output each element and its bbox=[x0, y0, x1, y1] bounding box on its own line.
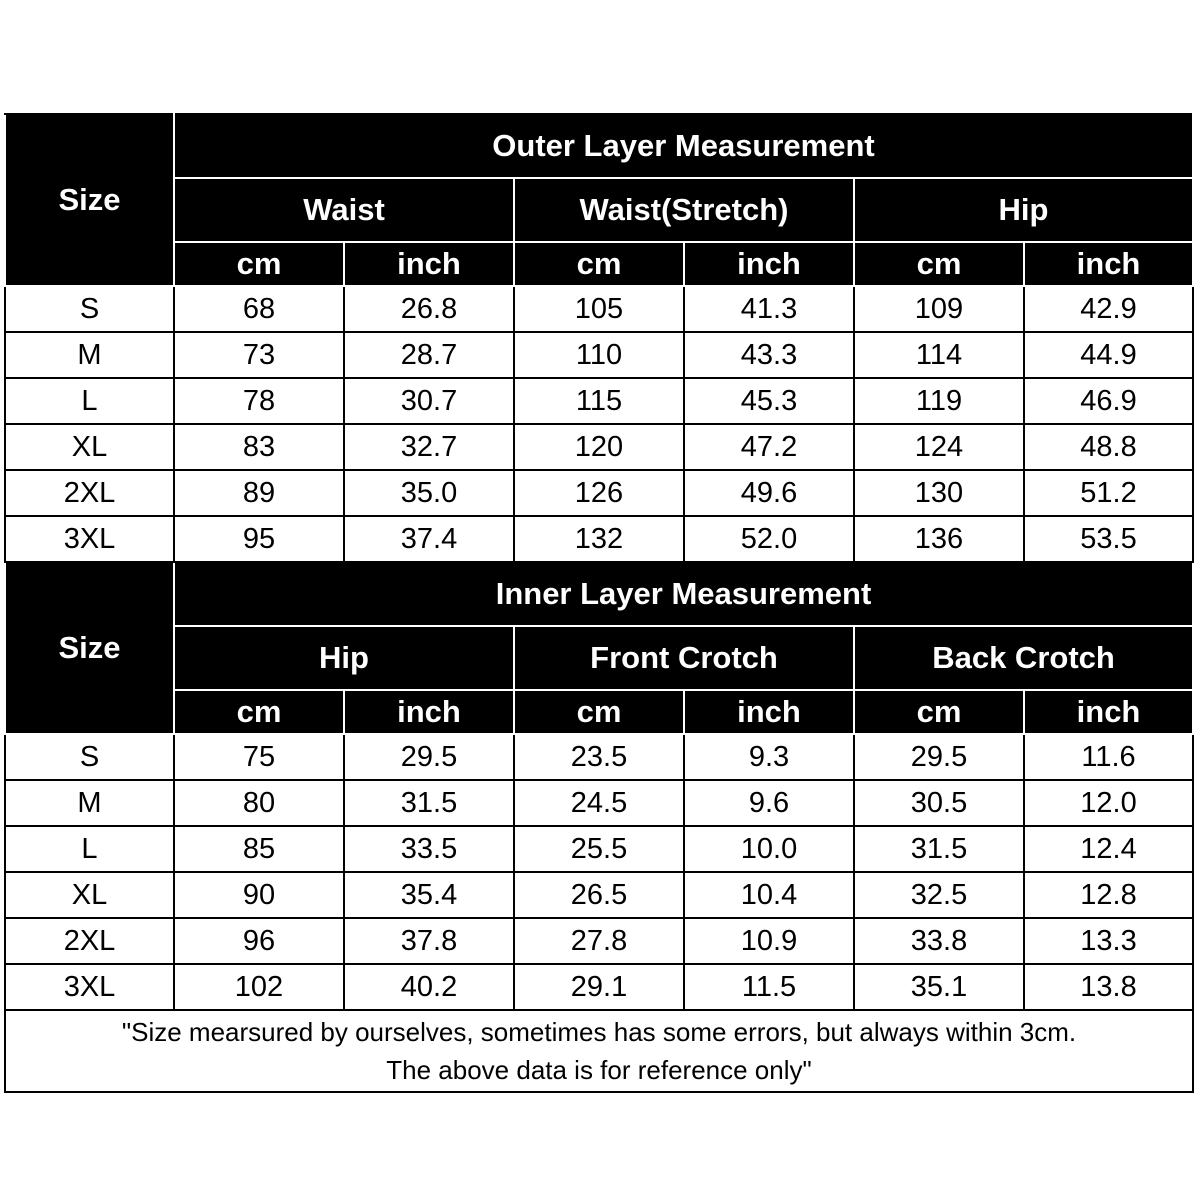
table-row bbox=[5, 872, 1193, 918]
measurement-cell: 29.1 bbox=[514, 964, 684, 1010]
inner-size-header: Size bbox=[5, 562, 174, 734]
measurement-cell: 53.5 bbox=[1024, 516, 1193, 562]
measurement-cell: 25.5 bbox=[514, 826, 684, 872]
table-row bbox=[5, 470, 1193, 516]
outer-unit-header: cm bbox=[174, 242, 344, 286]
measurement-cell: 105 bbox=[514, 286, 684, 332]
outer-unit-header: inch bbox=[1024, 242, 1193, 286]
measurement-cell: 30.7 bbox=[344, 378, 514, 424]
measurement-cell: 29.5 bbox=[854, 734, 1024, 780]
outer-group-header: Waist bbox=[174, 178, 514, 242]
table-row bbox=[5, 780, 1193, 826]
size-cell: M bbox=[5, 780, 174, 826]
measurement-cell: 40.2 bbox=[344, 964, 514, 1010]
size-cell: L bbox=[5, 378, 174, 424]
measurement-cell: 43.3 bbox=[684, 332, 854, 378]
measurement-cell: 24.5 bbox=[514, 780, 684, 826]
measurement-cell: 110 bbox=[514, 332, 684, 378]
measurement-cell: 96 bbox=[174, 918, 344, 964]
inner-unit-header: cm bbox=[514, 690, 684, 734]
inner-group-row bbox=[5, 626, 1193, 690]
measurement-cell: 30.5 bbox=[854, 780, 1024, 826]
inner-unit-header: inch bbox=[344, 690, 514, 734]
measurement-cell: 78 bbox=[174, 378, 344, 424]
measurement-cell: 73 bbox=[174, 332, 344, 378]
size-cell: 2XL bbox=[5, 470, 174, 516]
measurement-cell: 26.5 bbox=[514, 872, 684, 918]
measurement-cell: 13.8 bbox=[1024, 964, 1193, 1010]
measurement-cell: 33.5 bbox=[344, 826, 514, 872]
measurement-cell: 35.4 bbox=[344, 872, 514, 918]
measurement-cell: 89 bbox=[174, 470, 344, 516]
measurement-cell: 11.6 bbox=[1024, 734, 1193, 780]
inner-group-header: Back Crotch bbox=[854, 626, 1193, 690]
measurement-cell: 120 bbox=[514, 424, 684, 470]
size-cell: L bbox=[5, 826, 174, 872]
measurement-cell: 95 bbox=[174, 516, 344, 562]
measurement-cell: 45.3 bbox=[684, 378, 854, 424]
measurement-cell: 132 bbox=[514, 516, 684, 562]
measurement-cell: 12.0 bbox=[1024, 780, 1193, 826]
size-cell: S bbox=[5, 734, 174, 780]
inner-unit-header: cm bbox=[854, 690, 1024, 734]
measurement-cell: 85 bbox=[174, 826, 344, 872]
measurement-cell: 26.8 bbox=[344, 286, 514, 332]
size-chart-table bbox=[4, 113, 1194, 1093]
inner-unit-row bbox=[5, 690, 1193, 734]
table-row bbox=[5, 964, 1193, 1010]
measurement-cell: 130 bbox=[854, 470, 1024, 516]
measurement-cell: 29.5 bbox=[344, 734, 514, 780]
table-row bbox=[5, 424, 1193, 470]
inner-section-title: Inner Layer Measurement bbox=[174, 562, 1193, 626]
inner-group-header: Front Crotch bbox=[514, 626, 854, 690]
measurement-cell: 102 bbox=[174, 964, 344, 1010]
outer-unit-row bbox=[5, 242, 1193, 286]
size-cell: 3XL bbox=[5, 964, 174, 1010]
size-cell: XL bbox=[5, 424, 174, 470]
measurement-cell: 124 bbox=[854, 424, 1024, 470]
size-cell: XL bbox=[5, 872, 174, 918]
measurement-cell: 35.0 bbox=[344, 470, 514, 516]
inner-group-header: Hip bbox=[174, 626, 514, 690]
measurement-cell: 49.6 bbox=[684, 470, 854, 516]
measurement-cell: 51.2 bbox=[1024, 470, 1193, 516]
measurement-cell: 35.1 bbox=[854, 964, 1024, 1010]
measurement-cell: 32.7 bbox=[344, 424, 514, 470]
outer-unit-header: cm bbox=[854, 242, 1024, 286]
table-row bbox=[5, 286, 1193, 332]
measurement-cell: 10.4 bbox=[684, 872, 854, 918]
measurement-cell: 47.2 bbox=[684, 424, 854, 470]
size-chart bbox=[4, 113, 1192, 1093]
measurement-cell: 41.3 bbox=[684, 286, 854, 332]
measurement-cell: 11.5 bbox=[684, 964, 854, 1010]
measurement-cell: 33.8 bbox=[854, 918, 1024, 964]
measurement-cell: 42.9 bbox=[1024, 286, 1193, 332]
disclaimer-line-1: "Size mearsured by ourselves, sometimes has some errors, but always within 3cm. bbox=[121, 1017, 1077, 1047]
inner-title-row bbox=[5, 562, 1193, 626]
measurement-cell: 109 bbox=[854, 286, 1024, 332]
measurement-cell: 37.8 bbox=[344, 918, 514, 964]
measurement-cell: 12.8 bbox=[1024, 872, 1193, 918]
size-cell: 2XL bbox=[5, 918, 174, 964]
size-chart-body bbox=[5, 114, 1193, 1092]
outer-group-header: Hip bbox=[854, 178, 1193, 242]
measurement-cell: 46.9 bbox=[1024, 378, 1193, 424]
measurement-cell: 13.3 bbox=[1024, 918, 1193, 964]
measurement-cell: 115 bbox=[514, 378, 684, 424]
measurement-cell: 9.6 bbox=[684, 780, 854, 826]
measurement-cell: 28.7 bbox=[344, 332, 514, 378]
measurement-cell: 114 bbox=[854, 332, 1024, 378]
size-cell: 3XL bbox=[5, 516, 174, 562]
outer-group-row bbox=[5, 178, 1193, 242]
outer-unit-header: cm bbox=[514, 242, 684, 286]
inner-unit-header: cm bbox=[174, 690, 344, 734]
measurement-cell: 12.4 bbox=[1024, 826, 1193, 872]
measurement-cell: 10.9 bbox=[684, 918, 854, 964]
disclaimer-line-2: The above data is for reference only" bbox=[386, 1055, 812, 1085]
outer-unit-header: inch bbox=[684, 242, 854, 286]
measurement-cell: 10.0 bbox=[684, 826, 854, 872]
inner-unit-header: inch bbox=[1024, 690, 1193, 734]
outer-title-row bbox=[5, 114, 1193, 178]
measurement-cell: 52.0 bbox=[684, 516, 854, 562]
measurement-cell: 48.8 bbox=[1024, 424, 1193, 470]
table-row bbox=[5, 516, 1193, 562]
measurement-cell: 75 bbox=[174, 734, 344, 780]
measurement-cell: 31.5 bbox=[854, 826, 1024, 872]
measurement-cell: 83 bbox=[174, 424, 344, 470]
measurement-cell: 126 bbox=[514, 470, 684, 516]
inner-unit-header: inch bbox=[684, 690, 854, 734]
size-cell: M bbox=[5, 332, 174, 378]
measurement-cell: 80 bbox=[174, 780, 344, 826]
measurement-cell: 136 bbox=[854, 516, 1024, 562]
measurement-cell: 32.5 bbox=[854, 872, 1024, 918]
measurement-cell: 68 bbox=[174, 286, 344, 332]
note-row bbox=[5, 1010, 1193, 1092]
outer-section-title: Outer Layer Measurement bbox=[174, 114, 1193, 178]
measurement-cell: 119 bbox=[854, 378, 1024, 424]
table-row bbox=[5, 332, 1193, 378]
measurement-cell: 31.5 bbox=[344, 780, 514, 826]
table-row bbox=[5, 734, 1193, 780]
outer-group-header: Waist(Stretch) bbox=[514, 178, 854, 242]
table-row bbox=[5, 826, 1193, 872]
size-cell: S bbox=[5, 286, 174, 332]
measurement-cell: 37.4 bbox=[344, 516, 514, 562]
disclaimer-note bbox=[5, 1010, 1193, 1092]
measurement-cell: 23.5 bbox=[514, 734, 684, 780]
measurement-cell: 9.3 bbox=[684, 734, 854, 780]
table-row bbox=[5, 378, 1193, 424]
outer-size-header: Size bbox=[5, 114, 174, 286]
table-row bbox=[5, 918, 1193, 964]
measurement-cell: 27.8 bbox=[514, 918, 684, 964]
outer-unit-header: inch bbox=[344, 242, 514, 286]
measurement-cell: 44.9 bbox=[1024, 332, 1193, 378]
measurement-cell: 90 bbox=[174, 872, 344, 918]
